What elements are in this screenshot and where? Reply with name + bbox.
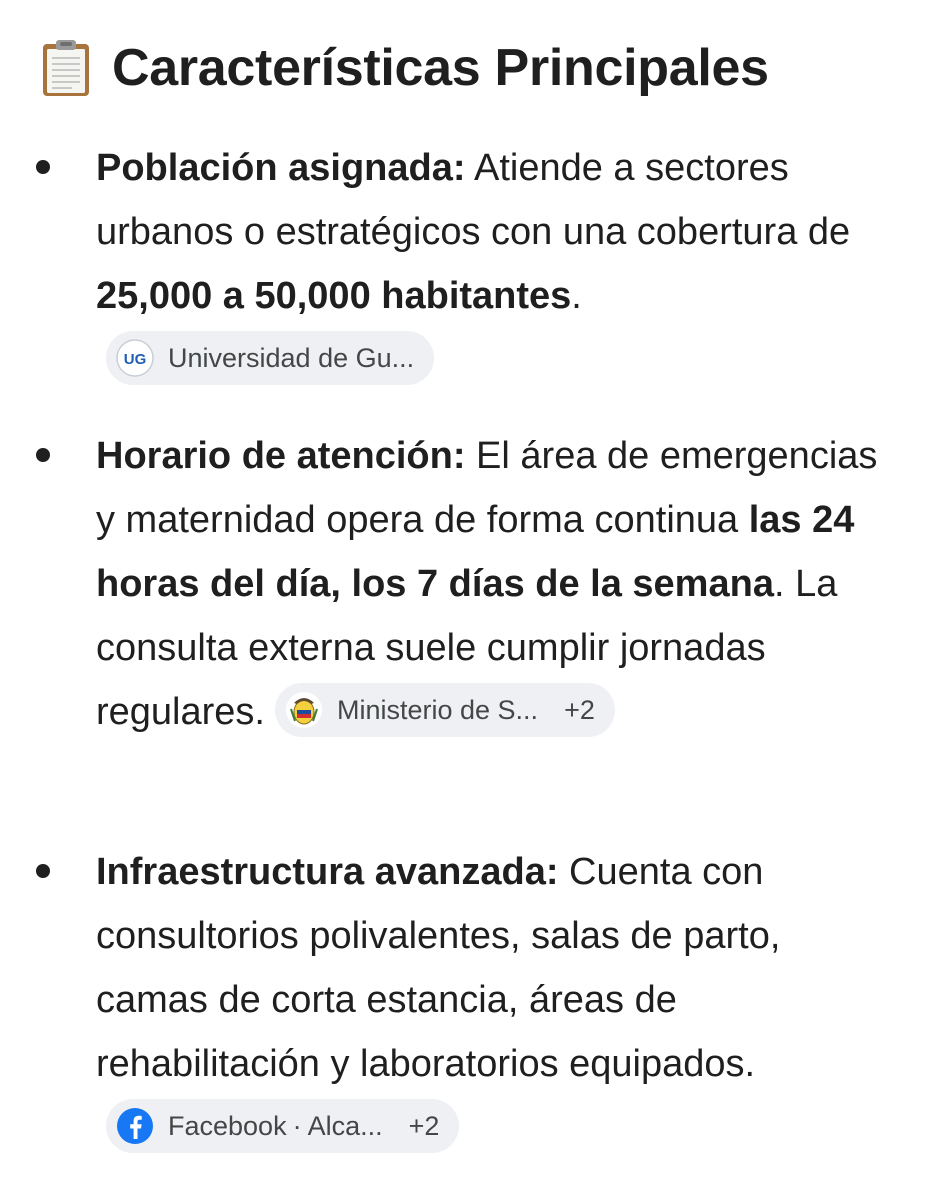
list-item-horario [96, 424, 886, 744]
item-highlight: 25,000 a 50,000 habitantes [96, 275, 572, 317]
ug-logo-icon [116, 339, 154, 377]
bullet-dot [36, 448, 50, 462]
chip-separator: · [292, 1110, 302, 1141]
chip-label: Universidad de Gu... [168, 342, 415, 373]
item-highlight: las 24 horas del día, los 7 días de la semana [96, 499, 855, 605]
chip-more-count: +2 [408, 1110, 440, 1141]
source-chip[interactable] [106, 1099, 459, 1153]
list-item-poblacion [96, 136, 886, 392]
clipboard-icon [40, 38, 92, 98]
item-text-end: . [571, 275, 582, 317]
item-text-end: . La consulta externa suele cumplir jornadas regulares. [96, 563, 838, 733]
svg-text:UG: UG [123, 350, 147, 368]
bullet-dot [36, 160, 50, 174]
item-text: Cuenta con consultorios polivalentes, salas de parto, camas de corta estancia, áreas de rehabilitación y laboratorios equipados. [96, 851, 781, 1085]
item-label: Horario de atención: [96, 435, 466, 477]
chip-label: Ministerio de S... [336, 694, 539, 725]
item-label: Población asignada: [96, 147, 466, 189]
facebook-icon [116, 1107, 154, 1145]
source-chip[interactable] [275, 683, 615, 737]
page-title: Características Principales [112, 39, 769, 97]
item-label: Infraestructura avanzada: [96, 851, 559, 893]
list-item-infraestructura [96, 840, 886, 1160]
item-text: El área de emergencias y maternidad opera de forma continua [96, 435, 878, 541]
chip-more-count: +2 [564, 694, 595, 725]
chip-label: Facebook [168, 1110, 287, 1141]
source-chip[interactable] [106, 331, 434, 385]
item-text: Atiende a sectores urbanos o estratégicos con una cobertura de [96, 147, 851, 253]
ecuador-emblem-icon [285, 691, 323, 729]
section-heading [40, 30, 769, 106]
chip-label-secondary: Alca... [307, 1110, 383, 1141]
bullet-dot [36, 864, 50, 878]
